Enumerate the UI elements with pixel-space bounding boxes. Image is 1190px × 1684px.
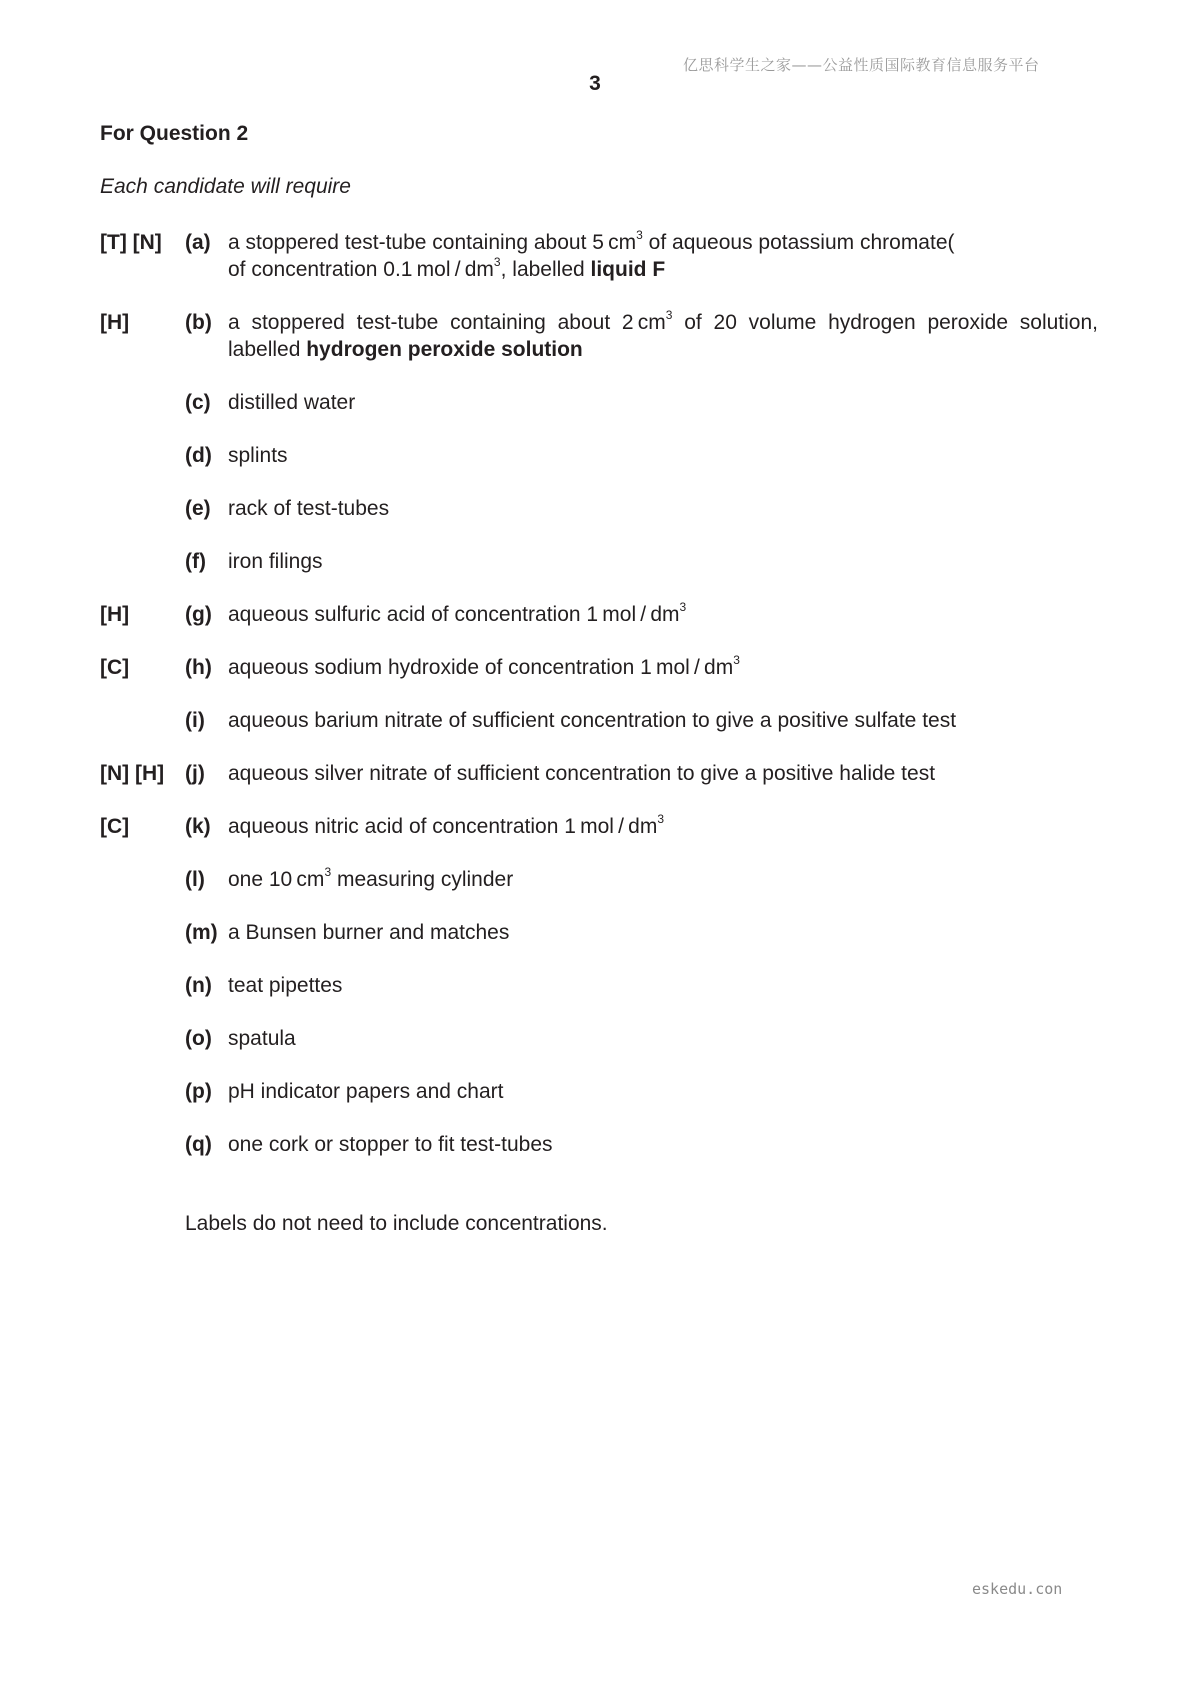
- labels-note: Labels do not need to include concentrations.: [185, 1212, 608, 1235]
- item-description: a stoppered test-tube containing about 5 $cm^3$ of aqueous potassium chromate( of concentration 0.1 mol / $dm^3$, labelled liquid F: [228, 228, 955, 281]
- item-description: one 10 $cm^3$ measuring cylinder: [228, 865, 514, 891]
- item-letter: (p): [185, 1080, 212, 1103]
- intro-text: Each candidate will require: [100, 175, 351, 198]
- question-heading: For Question 2: [100, 122, 249, 145]
- item-letter: (c): [185, 391, 211, 414]
- item-description: iron filings: [228, 550, 323, 573]
- item-tag: [C]: [100, 656, 130, 679]
- item-letter: (h): [185, 656, 212, 679]
- item-letter: (a): [185, 231, 211, 254]
- item-letter: (q): [185, 1133, 212, 1156]
- item-letter: (k): [185, 815, 211, 838]
- item-tag: [H]: [100, 311, 130, 334]
- item-description: pH indicator papers and chart: [228, 1080, 504, 1103]
- item-description: aqueous barium nitrate of sufficient concentration to give a positive sulfate test: [228, 709, 957, 732]
- item-description: aqueous silver nitrate of sufficient concentration to give a positive halide test: [228, 762, 936, 785]
- item-description: one cork or stopper to fit test-tubes: [228, 1133, 553, 1156]
- item-letter: (l): [185, 868, 205, 891]
- item-letter: (g): [185, 603, 212, 626]
- item-letter: (m): [185, 921, 218, 944]
- item-tag: [C]: [100, 815, 130, 838]
- item-tag: [N] [H]: [100, 762, 165, 785]
- watermark-text: 亿思科学生之家——公益性质国际教育信息服务平台: [683, 56, 1040, 74]
- item-description: a stoppered test-tube containing about 2 $cm^3$ of 20 volume hydrogen peroxide solution, labelled hydrogen peroxide solution: [228, 308, 1098, 361]
- page-number: 3: [589, 72, 601, 95]
- item-tag: [T] [N]: [100, 231, 162, 254]
- item-letter: (n): [185, 974, 212, 997]
- item-description: teat pipettes: [228, 974, 343, 997]
- item-description: spatula: [228, 1027, 296, 1050]
- item-letter: (f): [185, 550, 206, 573]
- item-letter: (j): [185, 762, 205, 785]
- item-letter: (b): [185, 311, 212, 334]
- item-description: splints: [228, 444, 288, 467]
- item-description: distilled water: [228, 391, 356, 414]
- item-letter: (i): [185, 709, 205, 732]
- footer-site-text: eskedu.con: [972, 1580, 1063, 1598]
- item-tag: [H]: [100, 603, 130, 626]
- item-description: aqueous sodium hydroxide of concentration 1 mol / $dm^3$: [228, 653, 740, 679]
- item-letter: (e): [185, 497, 211, 520]
- item-letter: (o): [185, 1027, 212, 1050]
- item-description: a Bunsen burner and matches: [228, 921, 510, 944]
- item-description: aqueous sulfuric acid of concentration 1 mol / $dm^3$: [228, 600, 687, 626]
- item-description: rack of test-tubes: [228, 497, 390, 520]
- item-letter: (d): [185, 444, 212, 467]
- item-description: aqueous nitric acid of concentration 1 mol / $dm^3$: [228, 812, 665, 838]
